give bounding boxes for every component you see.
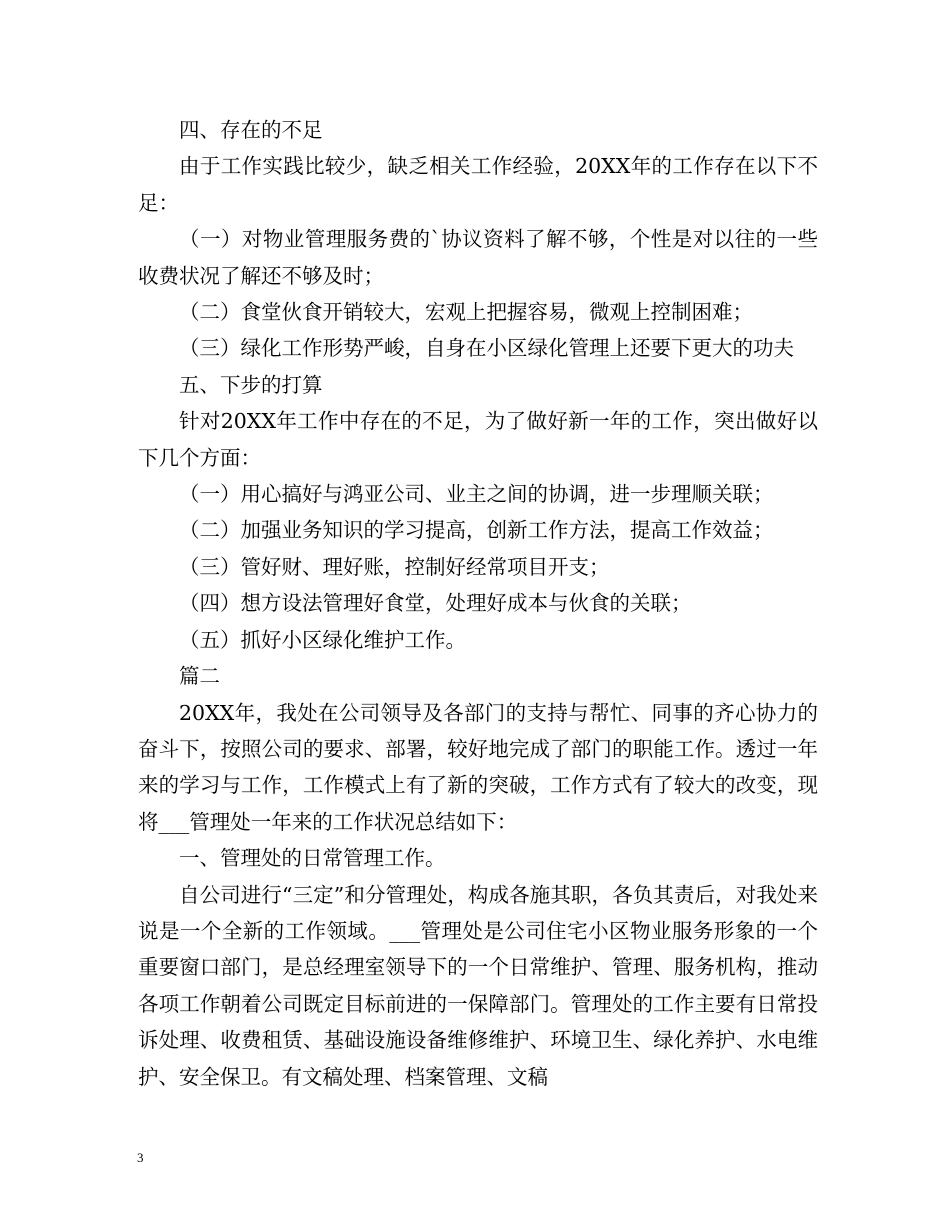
section-heading-shortcomings: 四、存在的不足 xyxy=(179,118,323,142)
paragraph: 自公司进行“三定”和分管理处，构成各施其职，各负其责后，对我处来说是一个全新的工作领域。___管理处是公司住宅小区物业服务形象的一个重要窗口部门，是总经理室领导下的一个日常维护、管理、服务机构，推动各项工作朝着公司既定目标前进的一保障部门。管理处的工作主要有日常投诉处理、收费租赁、基础设施设备维修维护、环境卫生、绿化养护、水电维护、安全保卫。有文稿处理、档案管理、文稿 xyxy=(138,882,818,1089)
paragraph: 20XX年，我处在公司领导及各部门的支持与帮忙、同事的齐心协力的奋斗下，按照公司的要求、部署，较好地完成了部门的职能工作。透过一年来的学习与工作，工作模式上有了新的突破，工作方式有了较大的改变，现将___管理处一年来的工作状况总结如下： xyxy=(138,700,818,834)
list-item: （四）想方设法管理好食堂，处理好成本与伙食的关联； xyxy=(179,591,692,616)
list-item: （三）绿化工作形势严峻，自身在小区绿化管理上还要下更大的功夫 xyxy=(179,336,794,361)
chapter-heading: 篇二 xyxy=(179,664,220,689)
list-item: （三）管好财、理好账，控制好经常项目开支； xyxy=(179,554,610,579)
paragraph: 由于工作实践比较少，缺乏相关工作经验，20XX年的工作存在以下不足： xyxy=(138,154,818,215)
list-item: （二）加强业务知识的学习提高，创新工作方法，提高工作效益； xyxy=(179,518,774,543)
list-item: （一）用心搞好与鸿亚公司、业主之间的协调，进一步理顺关联； xyxy=(179,482,774,507)
list-item: （五）抓好小区绿化维护工作。 xyxy=(179,627,466,652)
section-heading-daily-management: 一、管理处的日常管理工作。 xyxy=(179,846,446,871)
paragraph: 针对20XX年工作中存在的不足，为了做好新一年的工作，突出做好以下几个方面： xyxy=(138,409,818,470)
page-number: 3 xyxy=(137,1150,144,1165)
list-item: （一）对物业管理服务费的`协议资料了解不够，个性是对以往的一些收费状况了解还不够及时； xyxy=(138,227,818,288)
document-body xyxy=(138,112,818,1095)
list-item: （二）食堂伙食开销较大，宏观上把握容易，微观上控制困难； xyxy=(179,300,753,325)
section-heading-next-plan: 五、下步的打算 xyxy=(179,372,323,397)
